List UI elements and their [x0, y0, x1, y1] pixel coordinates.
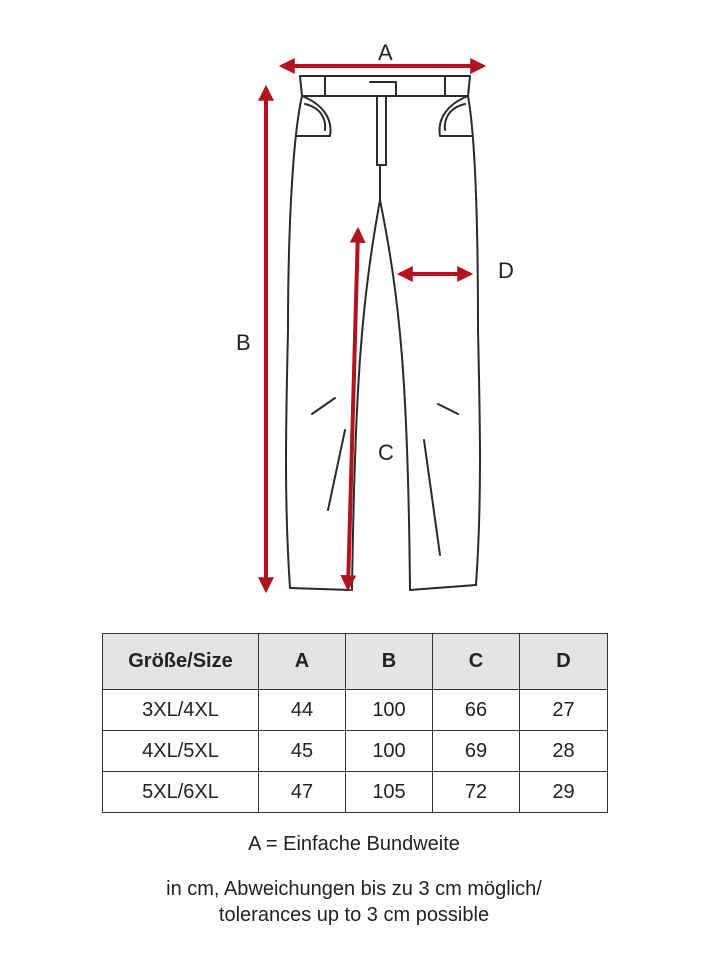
cell-d: 27	[520, 690, 608, 731]
tolerance-note-en: tolerances up to 3 cm possible	[218, 904, 490, 926]
table-row	[103, 772, 608, 813]
header-c: C	[433, 634, 520, 690]
measurement-arrows	[266, 66, 483, 590]
pants-outline	[286, 76, 480, 590]
header-b: B	[346, 634, 433, 690]
table-header-row	[103, 634, 608, 690]
tolerance-note-de: in cm, Abweichungen bis zu 3 cm möglich/	[166, 878, 542, 900]
cell-c: 69	[433, 731, 520, 772]
cell-b: 105	[346, 772, 433, 813]
label-c: C	[378, 440, 394, 465]
cell-size: 5XL/6XL	[103, 772, 259, 813]
cell-a: 47	[259, 772, 346, 813]
cell-c: 66	[433, 690, 520, 731]
cell-b: 100	[346, 690, 433, 731]
cell-size: 4XL/5XL	[103, 731, 259, 772]
label-a: A	[378, 40, 393, 65]
cell-d: 29	[520, 772, 608, 813]
cell-d: 28	[520, 731, 608, 772]
header-d: D	[520, 634, 608, 690]
cell-b: 100	[346, 731, 433, 772]
label-b: B	[236, 330, 251, 355]
table-row	[103, 731, 608, 772]
cell-a: 44	[259, 690, 346, 731]
definition-note: A = Einfache Bundweite	[248, 833, 460, 855]
cell-c: 72	[433, 772, 520, 813]
table-row	[103, 690, 608, 731]
size-table	[102, 633, 608, 813]
cell-a: 45	[259, 731, 346, 772]
header-size: Größe/Size	[103, 634, 259, 690]
cell-size: 3XL/4XL	[103, 690, 259, 731]
label-d: D	[498, 258, 514, 283]
header-a: A	[259, 634, 346, 690]
